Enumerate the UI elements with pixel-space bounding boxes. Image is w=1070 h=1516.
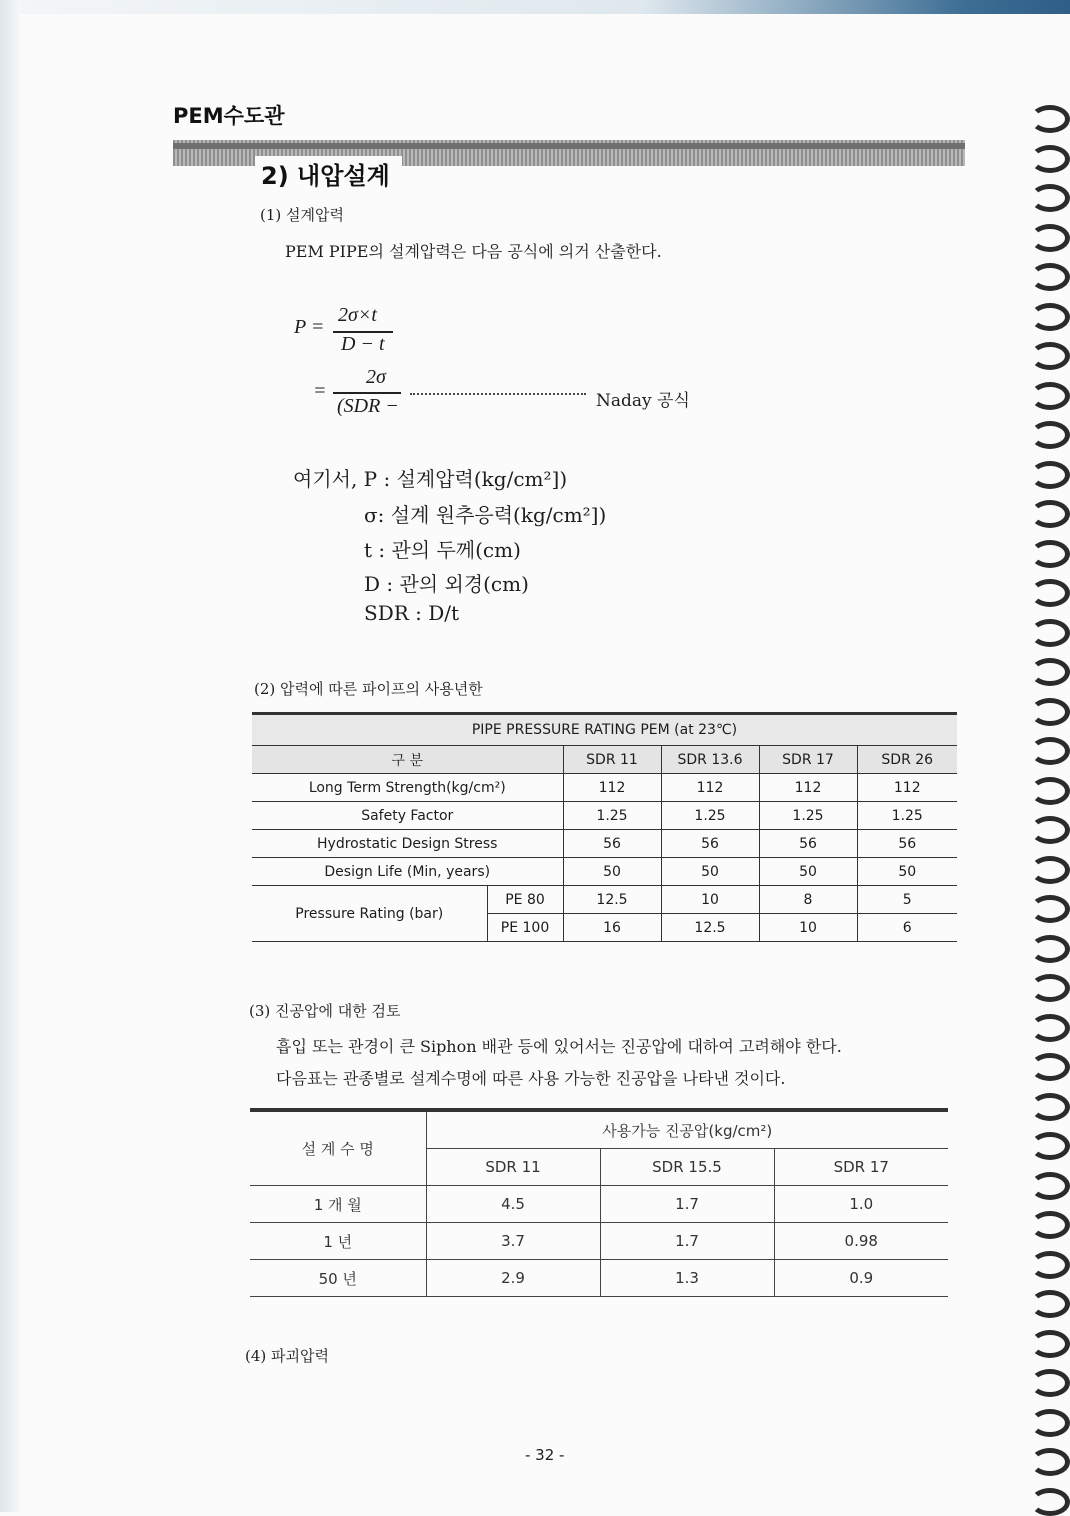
binding-ring bbox=[1030, 1132, 1070, 1160]
col-header: SDR 13.6 bbox=[661, 746, 759, 774]
cell: 0.9 bbox=[774, 1260, 948, 1297]
where-t: t : 관의 두께(cm) bbox=[364, 538, 521, 562]
page-number: - 32 - bbox=[525, 1446, 565, 1464]
design-life-header: 설 계 수 명 bbox=[250, 1110, 426, 1186]
binding-ring bbox=[1030, 1053, 1070, 1081]
cell: 1.25 bbox=[563, 802, 661, 830]
where-d: D : 관의 외경(cm) bbox=[364, 572, 529, 596]
binding-ring bbox=[1030, 1172, 1070, 1200]
binding-ring bbox=[1030, 816, 1070, 844]
binding-ring bbox=[1030, 382, 1070, 410]
binding-ring bbox=[1030, 461, 1070, 489]
where-sdr: SDR : D/t bbox=[364, 601, 460, 625]
formula-denominator-2: (SDR − bbox=[337, 395, 399, 417]
sub1-heading: (1) 설계압력 bbox=[260, 206, 344, 224]
pressure-rating-table bbox=[252, 712, 957, 942]
fraction-bar-2 bbox=[333, 392, 401, 394]
cell: 1.25 bbox=[661, 802, 759, 830]
where-intro: 여기서, P : 설계압력(kg/cm²]) bbox=[293, 467, 568, 491]
cell: 12.5 bbox=[661, 914, 759, 942]
formula-numerator-1: 2σ×t bbox=[338, 304, 377, 326]
grade-label: PE 100 bbox=[487, 914, 563, 942]
row-label: Long Term Strength(kg/cm²) bbox=[252, 774, 563, 802]
header-rule-dark bbox=[173, 143, 965, 149]
binding-ring bbox=[1030, 1448, 1070, 1476]
sub3-heading: (3) 진공압에 대한 검토 bbox=[249, 1002, 401, 1020]
table-row bbox=[252, 886, 957, 914]
binding-ring bbox=[1030, 1369, 1070, 1397]
table-row bbox=[252, 830, 957, 858]
binding-ring bbox=[1030, 1330, 1070, 1358]
col-header: SDR 11 bbox=[563, 746, 661, 774]
formula-lhs: P = bbox=[294, 316, 325, 338]
table-row bbox=[252, 858, 957, 886]
col-header: SDR 15.5 bbox=[600, 1149, 774, 1186]
cell: 12.5 bbox=[563, 886, 661, 914]
binding-ring bbox=[1030, 856, 1070, 884]
cell: 112 bbox=[759, 774, 857, 802]
formula-numerator-2: 2σ bbox=[366, 366, 386, 388]
cell: 50 bbox=[857, 858, 957, 886]
binding-ring bbox=[1030, 1290, 1070, 1318]
row-label: Design Life (Min, years) bbox=[252, 858, 563, 886]
vacuum-pressure-table bbox=[250, 1108, 948, 1297]
binding-ring bbox=[1030, 737, 1070, 765]
scan-top-edge bbox=[0, 0, 1070, 14]
cell: 2.9 bbox=[426, 1260, 600, 1297]
section-title: 2) 내압설계 bbox=[255, 156, 402, 191]
cell: 56 bbox=[857, 830, 957, 858]
cell: 112 bbox=[661, 774, 759, 802]
formula-denominator-1: D − t bbox=[341, 333, 385, 355]
col-header: SDR 17 bbox=[759, 746, 857, 774]
binding-ring bbox=[1030, 224, 1070, 252]
binding-ring bbox=[1030, 895, 1070, 923]
binding-ring bbox=[1030, 1251, 1070, 1279]
cell: 8 bbox=[759, 886, 857, 914]
table-row bbox=[250, 1260, 948, 1297]
binding-ring bbox=[1030, 540, 1070, 568]
division-header: 구 분 bbox=[252, 746, 563, 774]
col-header: SDR 17 bbox=[774, 1149, 948, 1186]
scan-left-edge bbox=[0, 0, 20, 1512]
col-header: SDR 26 bbox=[857, 746, 957, 774]
cell: 50 bbox=[661, 858, 759, 886]
binding-ring bbox=[1030, 935, 1070, 963]
cell: 56 bbox=[759, 830, 857, 858]
binding-ring bbox=[1030, 263, 1070, 291]
formula-note: Naday 공식 bbox=[596, 391, 690, 411]
row-label: 1 년 bbox=[250, 1223, 426, 1260]
cell: 1.0 bbox=[774, 1186, 948, 1223]
cell: 112 bbox=[563, 774, 661, 802]
cell: 50 bbox=[563, 858, 661, 886]
grade-label: PE 80 bbox=[487, 886, 563, 914]
binding-ring bbox=[1030, 1014, 1070, 1042]
cell: 3.7 bbox=[426, 1223, 600, 1260]
binding-ring bbox=[1030, 1093, 1070, 1121]
binding-ring bbox=[1030, 777, 1070, 805]
sub3-line2: 다음표는 관종별로 설계수명에 따른 사용 가능한 진공압을 나타낸 것이다. bbox=[276, 1069, 786, 1088]
binding-ring bbox=[1030, 1211, 1070, 1239]
table-row bbox=[252, 802, 957, 830]
row-label: Safety Factor bbox=[252, 802, 563, 830]
cell: 1.25 bbox=[857, 802, 957, 830]
cell: 6 bbox=[857, 914, 957, 942]
cell: 4.5 bbox=[426, 1186, 600, 1223]
vacuum-group-header: 사용가능 진공압(kg/cm²) bbox=[426, 1110, 948, 1149]
binding-ring bbox=[1030, 145, 1070, 173]
row-label: Hydrostatic Design Stress bbox=[252, 830, 563, 858]
binding-ring bbox=[1030, 1488, 1070, 1516]
formula-equals: = bbox=[313, 380, 327, 402]
cell: 1.7 bbox=[600, 1186, 774, 1223]
binding-ring bbox=[1030, 698, 1070, 726]
binding-ring bbox=[1030, 105, 1070, 133]
cell: 10 bbox=[661, 886, 759, 914]
binding-ring bbox=[1030, 1409, 1070, 1437]
cell: 56 bbox=[661, 830, 759, 858]
binding-ring bbox=[1030, 184, 1070, 212]
row-label: 50 년 bbox=[250, 1260, 426, 1297]
row-label: 1 개 월 bbox=[250, 1186, 426, 1223]
cell: 56 bbox=[563, 830, 661, 858]
binding-ring bbox=[1030, 303, 1070, 331]
cell: 10 bbox=[759, 914, 857, 942]
binding-ring bbox=[1030, 500, 1070, 528]
table-row bbox=[252, 774, 957, 802]
cell: 1.25 bbox=[759, 802, 857, 830]
leader-dots bbox=[410, 393, 586, 395]
sub3-line1: 흡입 또는 관경이 큰 Siphon 배관 등에 있어서는 진공압에 대하여 고려해야 한다. bbox=[276, 1037, 842, 1056]
cell: 5 bbox=[857, 886, 957, 914]
brand-header: PEM수도관 bbox=[173, 104, 285, 128]
table-row bbox=[250, 1186, 948, 1223]
cell: 1.7 bbox=[600, 1223, 774, 1260]
cell: 0.98 bbox=[774, 1223, 948, 1260]
binding-ring bbox=[1030, 421, 1070, 449]
pressure-rating-label: Pressure Rating (bar) bbox=[252, 886, 487, 942]
cell: 1.3 bbox=[600, 1260, 774, 1297]
binding-ring bbox=[1030, 658, 1070, 686]
sub2-heading: (2) 압력에 따른 파이프의 사용년한 bbox=[254, 680, 483, 698]
where-sigma: σ: 설계 원추응력(kg/cm²]) bbox=[364, 503, 607, 527]
binding-ring bbox=[1030, 342, 1070, 370]
cell: 50 bbox=[759, 858, 857, 886]
binding-ring bbox=[1030, 974, 1070, 1002]
binding-ring bbox=[1030, 619, 1070, 647]
cell: 16 bbox=[563, 914, 661, 942]
table-caption: PIPE PRESSURE RATING PEM (at 23℃) bbox=[252, 714, 957, 746]
sub1-text: PEM PIPE의 설계압력은 다음 공식에 의거 산출한다. bbox=[285, 242, 662, 261]
table-row bbox=[250, 1223, 948, 1260]
col-header: SDR 11 bbox=[426, 1149, 600, 1186]
sub4-heading: (4) 파괴압력 bbox=[245, 1347, 329, 1365]
cell: 112 bbox=[857, 774, 957, 802]
binding-ring bbox=[1030, 579, 1070, 607]
